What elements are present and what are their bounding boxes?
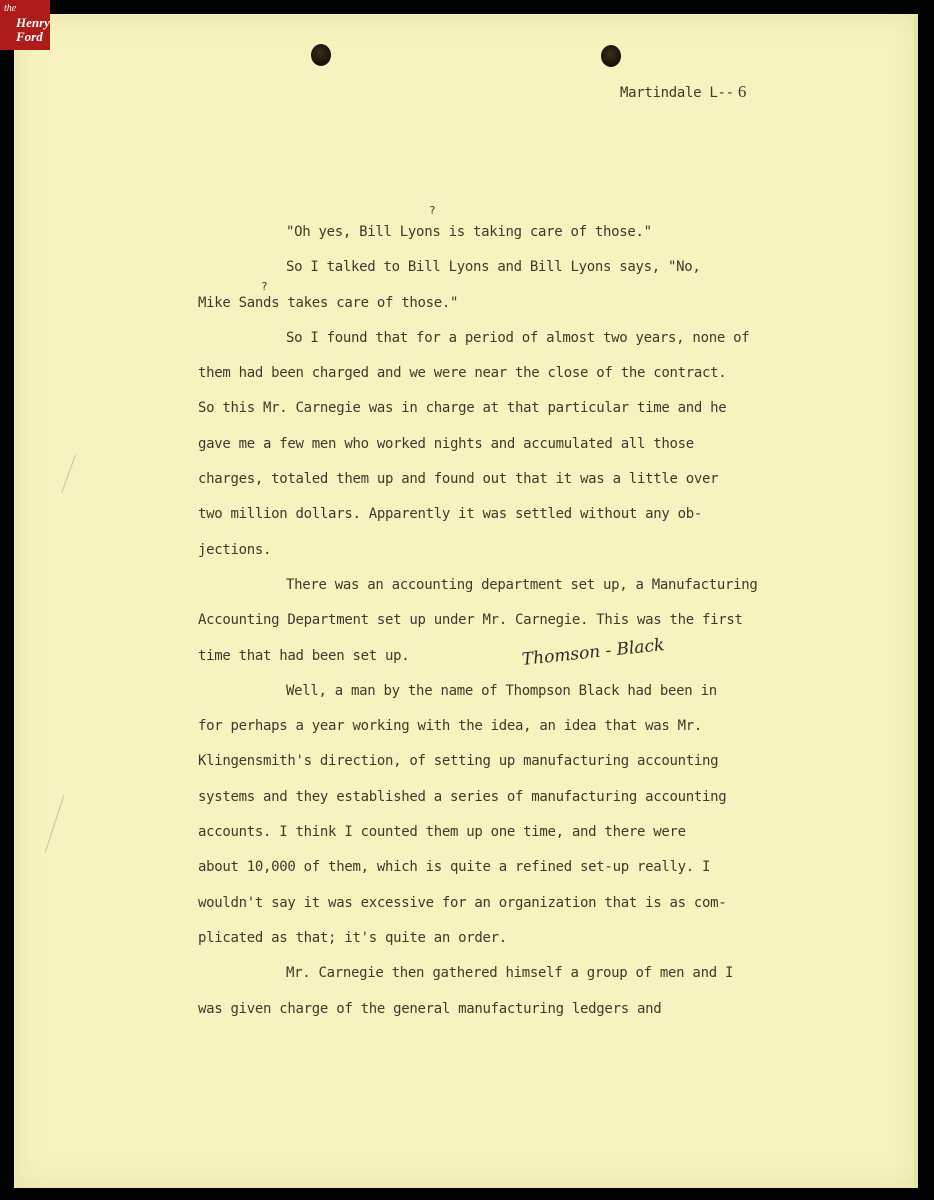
typed-line: about 10,000 of them, which is quite a refined set-up really. I <box>198 859 711 876</box>
henry-ford-logo <box>0 0 50 50</box>
typed-line: charges, totaled them up and found out that it was a little over <box>198 471 719 488</box>
typed-line: time that had been set up. <box>198 647 410 664</box>
typed-line: wouldn't say it was excessive for an organization that is as com- <box>198 894 727 911</box>
page-edge <box>914 14 918 1188</box>
page-number: 6 <box>737 82 747 101</box>
typed-line: jections. <box>198 541 272 558</box>
typed-line: for perhaps a year working with the idea, an idea that was Mr. <box>198 718 702 735</box>
typed-line: Klingensmith's direction, of setting up manufacturing accounting <box>198 753 719 770</box>
logo-ford: Ford <box>16 29 43 44</box>
stray-pencil-mark <box>45 795 64 852</box>
typed-line: "Oh yes, Bill Lyons is taking care of those." <box>286 224 652 240</box>
typed-line: systems and they established a series of manufacturing accounting <box>198 788 727 805</box>
typed-line: Well, a man by the name of Thompson Black had been in <box>286 682 717 699</box>
typed-line: So I talked to Bill Lyons and Bill Lyons says, "No, <box>286 259 701 276</box>
typed-line: two million dollars. Apparently it was settled without any ob- <box>198 506 702 523</box>
typed-line: plicated as that; it's quite an order. <box>198 929 507 946</box>
handwritten-correction: Thomson - Black <box>520 635 666 670</box>
typed-line: was given charge of the general manufacturing ledgers and <box>198 1000 662 1017</box>
typed-line: So this Mr. Carnegie was in charge at that particular time and he <box>198 400 727 417</box>
typed-page <box>14 14 918 1188</box>
punch-hole-left <box>311 44 331 66</box>
typed-body <box>198 222 838 1034</box>
header-label: Martindale L-- <box>620 85 734 101</box>
typed-line: them had been charged and we were near the close of the contract. <box>198 365 727 382</box>
query-mark: ? <box>429 204 436 217</box>
typed-line: Mr. Carnegie then gathered himself a group of men and I <box>286 965 734 982</box>
typed-line: So I found that for a period of almost two years, none of <box>286 329 750 346</box>
logo-henry: Henry <box>16 15 50 30</box>
page-header <box>620 82 746 102</box>
typed-line: Accounting Department set up under Mr. Carnegie. This was the first <box>198 612 743 629</box>
logo-the: the <box>4 3 17 14</box>
typed-line: There was an accounting department set up, a Manufacturing <box>286 576 758 593</box>
stray-pencil-mark <box>61 455 76 493</box>
typed-line: gave me a few men who worked nights and accumulated all those <box>198 435 694 452</box>
punch-hole-right <box>601 45 621 67</box>
query-mark: ? <box>261 280 268 293</box>
typed-line: Mike Sands takes care of those." <box>198 294 459 311</box>
typed-line: accounts. I think I counted them up one time, and there were <box>198 824 686 841</box>
